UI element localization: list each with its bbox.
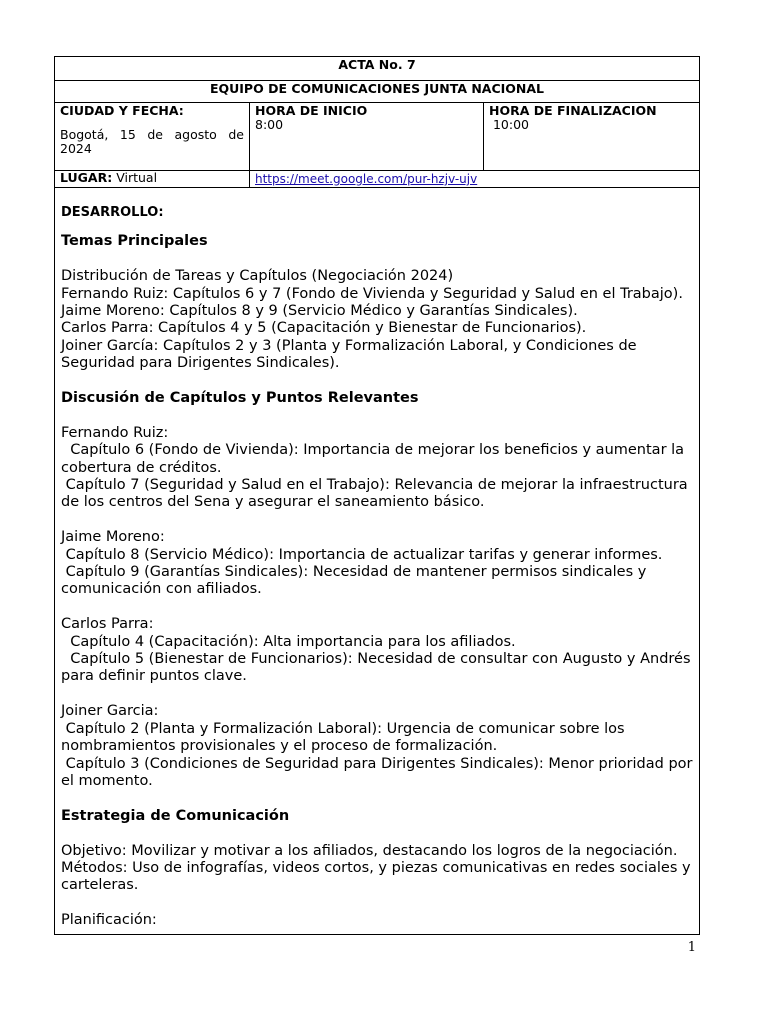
end-time-label: HORA DE FINALIZACION — [489, 103, 657, 118]
acta-number: ACTA No. 7 — [55, 57, 700, 81]
desarrollo-heading: DESARROLLO: — [61, 205, 164, 220]
chapter-item: Capítulo 5 (Bienestar de Funcionarios): Necesidad de consultar con Augusto y Andrés para definir puntos clave. — [61, 651, 696, 685]
chapter-item: Capítulo 6 (Fondo de Vivienda): Importancia de mejorar los beneficios y aumentar la cobertura de créditos. — [61, 442, 689, 476]
chapter-item: Capítulo 9 (Garantías Sindicales): Necesidad de mantener permisos sindicales y comunicación con afiliados. — [61, 564, 651, 598]
temas-line: Fernando Ruiz: Capítulos 6 y 7 (Fondo de Vivienda y Seguridad y Salud en el Trabajo). — [61, 285, 683, 302]
chapter-item: Capítulo 4 (Capacitación): Alta importancia para los afiliados. — [61, 633, 516, 650]
city-date-value: Bogotá, 15 de agosto de 2024 — [60, 127, 244, 156]
temas-line: Distribución de Tareas y Capítulos (Negociación 2024) — [61, 268, 454, 285]
temas-title: Temas Principales — [61, 233, 208, 250]
speaker-name: Jaime Moreno: — [61, 529, 165, 546]
chapter-item: Capítulo 7 (Seguridad y Salud en el Trabajo): Relevancia de mejorar la infraestructura de los centros del Sena y asegurar el saneamiento básico. — [61, 477, 693, 511]
speaker-name: Joiner Garcia: — [61, 703, 159, 720]
temas-line: Jaime Moreno: Capítulos 8 y 9 (Servicio Médico y Garantías Sindicales). — [61, 303, 578, 320]
link-cell — [250, 171, 700, 188]
chapter-item: Capítulo 2 (Planta y Formalización Laboral): Urgencia de comunicar sobre los nombramientos provisionales y el proceso de formalización. — [61, 720, 630, 755]
place-cell — [55, 171, 250, 188]
estrategia-title: Estrategia de Comunicación — [61, 807, 290, 824]
chapter-item: Capítulo 8 (Servicio Médico): Importancia de actualizar tarifas y generar informes. — [61, 546, 663, 563]
acta-table — [54, 56, 700, 935]
start-time-label: HORA DE INICIO — [255, 103, 368, 118]
metodos-text: Métodos: Uso de infografías, videos cortos, y piezas comunicativas en redes sociales y carteleras. — [61, 859, 691, 894]
place-label: LUGAR: — [60, 170, 113, 185]
discusion-title: Discusión de Capítulos y Puntos Relevantes — [61, 390, 419, 407]
start-time-value: 8:00 — [255, 117, 284, 132]
team-name: EQUIPO DE COMUNICACIONES JUNTA NACIONAL — [55, 81, 700, 103]
temas-line: Joiner García: Capítulos 2 y 3 (Planta y Formalización Laboral, y Condiciones de Seguridad para Dirigentes Sindicales). — [61, 337, 637, 372]
page-number: 1 — [687, 940, 696, 955]
planificacion-text: Planificación: — [61, 912, 157, 929]
objetivo-text: Objetivo: Movilizar y motivar a los afiliados, destacando los logros de la negociación. — [61, 842, 678, 859]
place-value: Virtual — [112, 170, 158, 185]
meet-link[interactable]: https://meet.google.com/pur-hzjv-ujv — [255, 172, 478, 186]
speaker-name: Carlos Parra: — [61, 616, 154, 633]
city-date-label: CIUDAD Y FECHA: — [60, 103, 184, 118]
start-time-cell — [250, 103, 484, 171]
chapter-item: Capítulo 3 (Condiciones de Seguridad para Dirigentes Sindicales): Menor prioridad por el momento. — [61, 755, 698, 789]
city-date-cell — [55, 103, 250, 171]
development-cell — [55, 188, 700, 935]
speaker-name: Fernando Ruiz: — [61, 424, 169, 441]
temas-line: Carlos Parra: Capítulos 4 y 5 (Capacitación y Bienestar de Funcionarios). — [61, 320, 587, 337]
end-time-value: 10:00 — [489, 117, 529, 132]
end-time-cell — [484, 103, 700, 171]
